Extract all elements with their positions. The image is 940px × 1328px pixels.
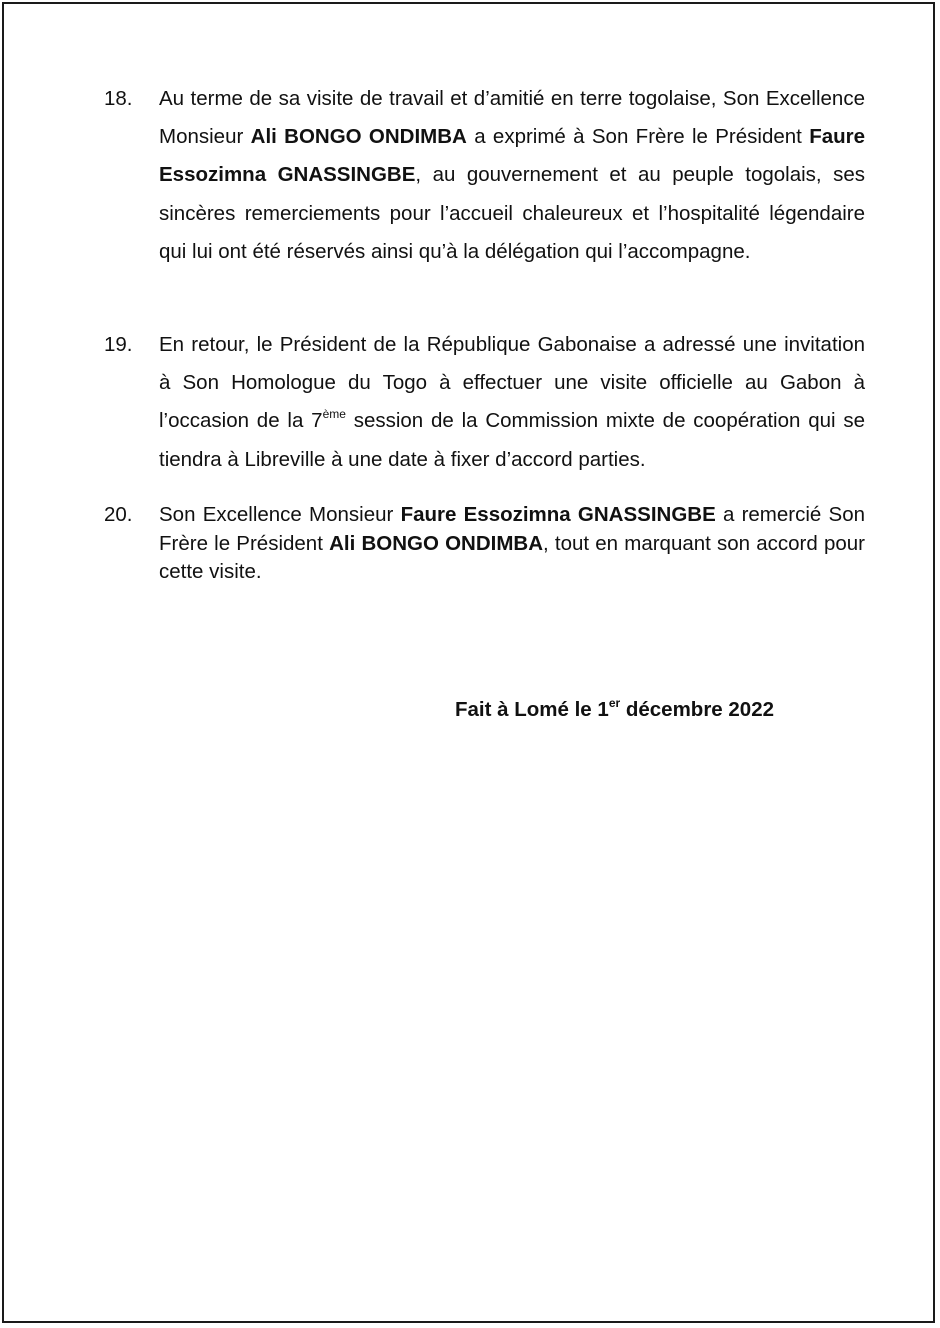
text-run: Au terme de sa visite de travail et d’amitié en terre togolaise, Son Excellence Monsieur <box>159 87 865 149</box>
paragraph-18 <box>104 80 865 271</box>
name-bold: Faure Essozimna GNASSINGBE <box>400 503 716 526</box>
text-run: Son Excellence Monsieur <box>159 503 401 526</box>
name-bold: Faure Essozimna GNASSINGBE <box>159 125 866 187</box>
paragraph-text <box>159 326 865 479</box>
text-run: , au gouvernement et au peuple togolais, ses sincères remerciements pour l’accueil chaleureux et l’hospitalité légendaire qui lui ont été réservés ainsi qu’à la délégation qui l’accompagne. <box>159 163 866 263</box>
text-run: a remercié Son Frère le Président <box>159 503 866 555</box>
document-page <box>2 2 935 1323</box>
text-run: En retour, le Président de la République Gabonaise a adressé une invitation à Son Homologue du Togo à effectuer une visite officielle au Gabon à l’occasion de la 7 <box>159 333 865 433</box>
name-bold: Ali BONGO ONDIMBA <box>250 125 467 149</box>
text-run: Fait à Lomé le 1 <box>455 698 609 721</box>
name-bold: Ali BONGO ONDIMBA <box>329 531 544 555</box>
paragraph-19 <box>104 326 865 479</box>
superscript: er <box>608 696 621 710</box>
text-run: décembre 2022 <box>620 698 775 721</box>
paragraph-number: 18. <box>104 87 133 110</box>
signature-date-line <box>455 698 774 722</box>
paragraph-text <box>159 80 865 271</box>
text-run: a exprimé à Son Frère le Président <box>466 125 810 149</box>
paragraph-number: 19. <box>104 333 133 356</box>
paragraph-text <box>159 501 865 587</box>
paragraph-number: 20. <box>104 503 133 526</box>
text-run: , tout en marquant son accord pour cette visite. <box>159 531 865 583</box>
superscript: ème <box>322 407 346 422</box>
text-run: session de la Commission mixte de coopération qui se tiendra à Libreville à une date à fixer d’accord parties. <box>159 409 866 471</box>
paragraph-20 <box>104 501 865 587</box>
